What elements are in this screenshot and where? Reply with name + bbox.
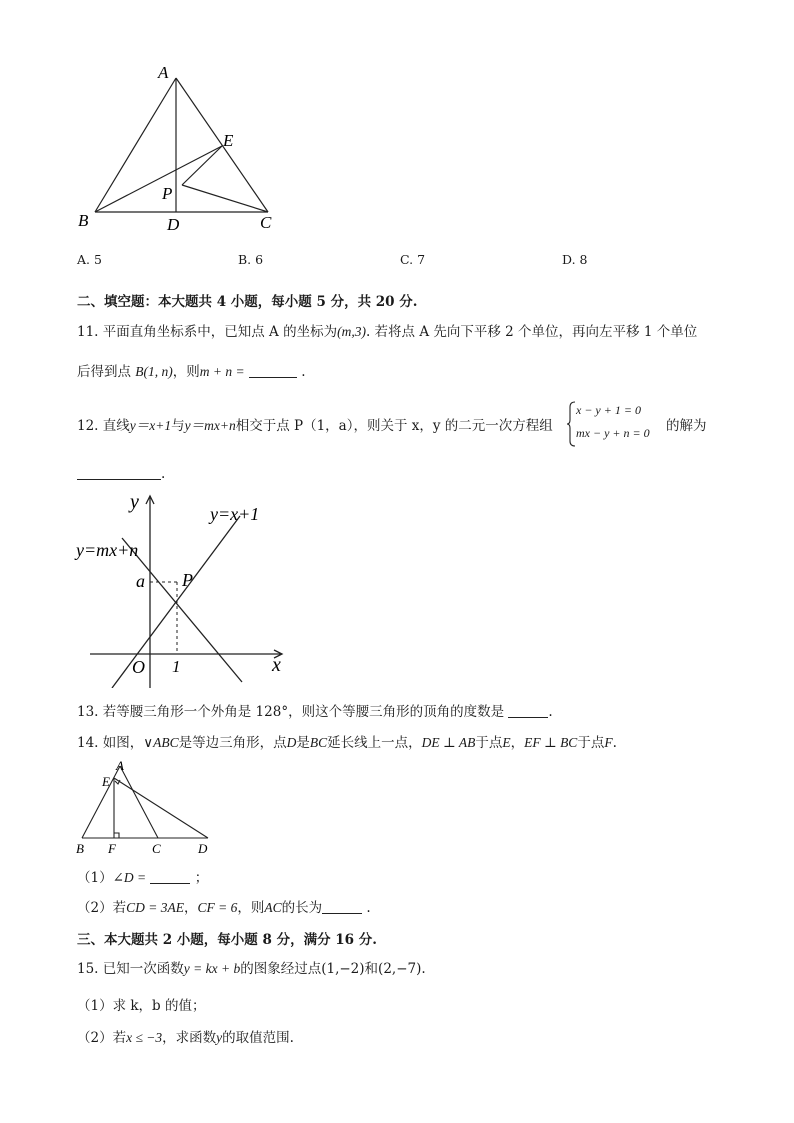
- q15-text-c: 和: [364, 961, 379, 977]
- q15-func: y = kx + b: [183, 961, 241, 976]
- q11-text-d: ，则: [172, 364, 200, 380]
- q14-perp1: DE ⊥ AB: [421, 735, 476, 750]
- q14-text-a: 14. 如图，: [77, 735, 144, 751]
- q12-text-a: 12. 直线: [77, 418, 130, 434]
- q14-part1-expr: ∠D =: [112, 870, 147, 885]
- graph-figure: [72, 488, 292, 688]
- q14-perp2: EF ⊥ BC: [524, 735, 578, 750]
- q15-text-d: .: [421, 961, 426, 977]
- q14-part1-label: （1）: [77, 870, 113, 886]
- q12-line1: [77, 417, 553, 435]
- q15-part2-y: y: [216, 1030, 223, 1045]
- line2-label: y=mx+n: [76, 540, 139, 560]
- q15-text-b: 的图象经过点: [240, 961, 322, 977]
- label-C: C: [260, 213, 272, 232]
- q14-part2-text: 的长为: [281, 900, 323, 916]
- system-brace: [566, 401, 576, 447]
- system-eq2: mx − y + n = 0: [576, 426, 650, 440]
- q14-part2-end: .: [366, 900, 371, 916]
- q14-part2-blank[interactable]: [322, 899, 362, 914]
- label-B: B: [78, 211, 89, 230]
- q15-stem: [77, 960, 426, 978]
- q12-solution-label: 的解为: [666, 418, 707, 434]
- q15-part2-cond: x ≤ −3: [126, 1030, 163, 1045]
- q13-answer-blank[interactable]: [508, 703, 548, 718]
- q14-text-h: .: [612, 735, 617, 751]
- q14-part2-then: ，则: [237, 900, 265, 916]
- q14-point-f: F: [604, 735, 613, 750]
- q11-text-c: 后得到点: [77, 364, 131, 380]
- triangle-figure: [70, 60, 290, 240]
- q13: [77, 703, 553, 721]
- q14-part1-end: ；: [194, 870, 209, 886]
- small-label-E: E: [102, 774, 110, 789]
- q13-text: 13. 若等腰三角形一个外角是 128°，则这个等腰三角形的顶角的度数是: [77, 704, 505, 720]
- q15-part2: [77, 1029, 294, 1047]
- label-P: P: [162, 184, 173, 203]
- q14-point-d: D: [286, 735, 297, 750]
- q14-part2-sep: ，: [183, 900, 198, 916]
- label-A: A: [158, 63, 169, 82]
- q14-part1: [77, 869, 208, 887]
- section-2-title: 二、填空题：本大题共 4 小题，每小题 5 分，共 20 分.: [77, 294, 418, 310]
- q12-end: .: [161, 466, 166, 482]
- option-d: D. 8: [562, 252, 588, 267]
- p-label: P: [182, 570, 193, 590]
- q11-text-b: . 若将点 A 先向下平移 2 个单位，再向左平移 1 个单位: [365, 324, 698, 340]
- q14-text-c: 是: [296, 735, 310, 751]
- q14-stem: [77, 734, 617, 752]
- q14-text-b: 是等边三角形，点: [178, 735, 287, 751]
- q15-part2-label: （2）若: [77, 1030, 127, 1046]
- small-label-F: F: [108, 841, 116, 856]
- q15-point2: (2,−7): [378, 961, 422, 977]
- q15-part2-text: ，求函数: [162, 1030, 217, 1046]
- a-label: a: [136, 571, 145, 591]
- small-label-C: C: [152, 841, 161, 856]
- q14-part2-eq1: CD = 3AE: [126, 900, 184, 915]
- q11-expr: m + n =: [199, 364, 245, 379]
- small-label-B: B: [76, 841, 84, 856]
- system-eq1: x − y + 1 = 0: [576, 403, 641, 417]
- q15-text-a: 15. 已知一次函数: [77, 961, 184, 977]
- line1-label: y=x+1: [210, 504, 260, 524]
- q15-part1: （1）求 k，b 的值；: [77, 998, 206, 1014]
- option-b: B. 6: [238, 252, 264, 267]
- q11-coord: (m,3): [337, 324, 366, 339]
- q11-answer-blank[interactable]: [249, 363, 297, 378]
- axis-y-label: y: [130, 491, 139, 513]
- q11-end: .: [301, 364, 306, 380]
- option-c: C. 7: [400, 252, 426, 267]
- one-label: 1: [172, 657, 181, 676]
- q12-text-b: 相交于点 P（1，a），则关于 x，y 的二元一次方程组: [235, 418, 553, 434]
- q12-line2: [77, 465, 165, 483]
- q14-part1-blank[interactable]: [150, 869, 190, 884]
- q14-part2-eq2: CF = 6: [197, 900, 238, 915]
- axis-x-label: x: [272, 654, 281, 676]
- q11-text-a: 11. 平面直角坐标系中，已知点 A 的坐标为: [77, 324, 338, 340]
- label-E: E: [223, 131, 234, 150]
- q15-point1: (1,−2): [321, 961, 365, 977]
- q14-part2-label: （2）若: [77, 900, 127, 916]
- q12-eq1: y＝x+1: [129, 418, 172, 433]
- q11-point-b: B(1, n): [135, 364, 173, 379]
- origin-label: O: [132, 657, 145, 677]
- q14-text-e: 于点: [475, 735, 503, 751]
- q14-point-e: E: [502, 735, 511, 750]
- q14-bc: BC: [309, 735, 328, 750]
- q14-figure: [72, 758, 222, 858]
- small-label-A: A: [116, 758, 124, 773]
- option-a: A. 5: [77, 252, 102, 267]
- q15-part2-end: 的取值范围.: [222, 1030, 294, 1046]
- q11-line1: [77, 323, 697, 341]
- q11-line2: [77, 363, 306, 381]
- q12-mid: 与: [171, 418, 185, 434]
- q14-text-g: 于点: [577, 735, 605, 751]
- q14-part2: [77, 899, 371, 917]
- q14-text-f: ，: [510, 735, 525, 751]
- q13-end: .: [548, 704, 553, 720]
- q14-text-d: 延长线上一点，: [327, 735, 422, 751]
- q12-eq2: y＝mx+n: [184, 418, 236, 433]
- section-3-title: 三、本大题共 2 小题，每小题 8 分，满分 16 分.: [77, 932, 377, 948]
- q12-answer-blank[interactable]: [77, 465, 161, 480]
- small-label-D: D: [198, 841, 208, 856]
- label-D: D: [167, 215, 180, 234]
- q14-triangle: ∨ABC: [143, 735, 179, 750]
- q14-part2-ac: AC: [264, 900, 282, 915]
